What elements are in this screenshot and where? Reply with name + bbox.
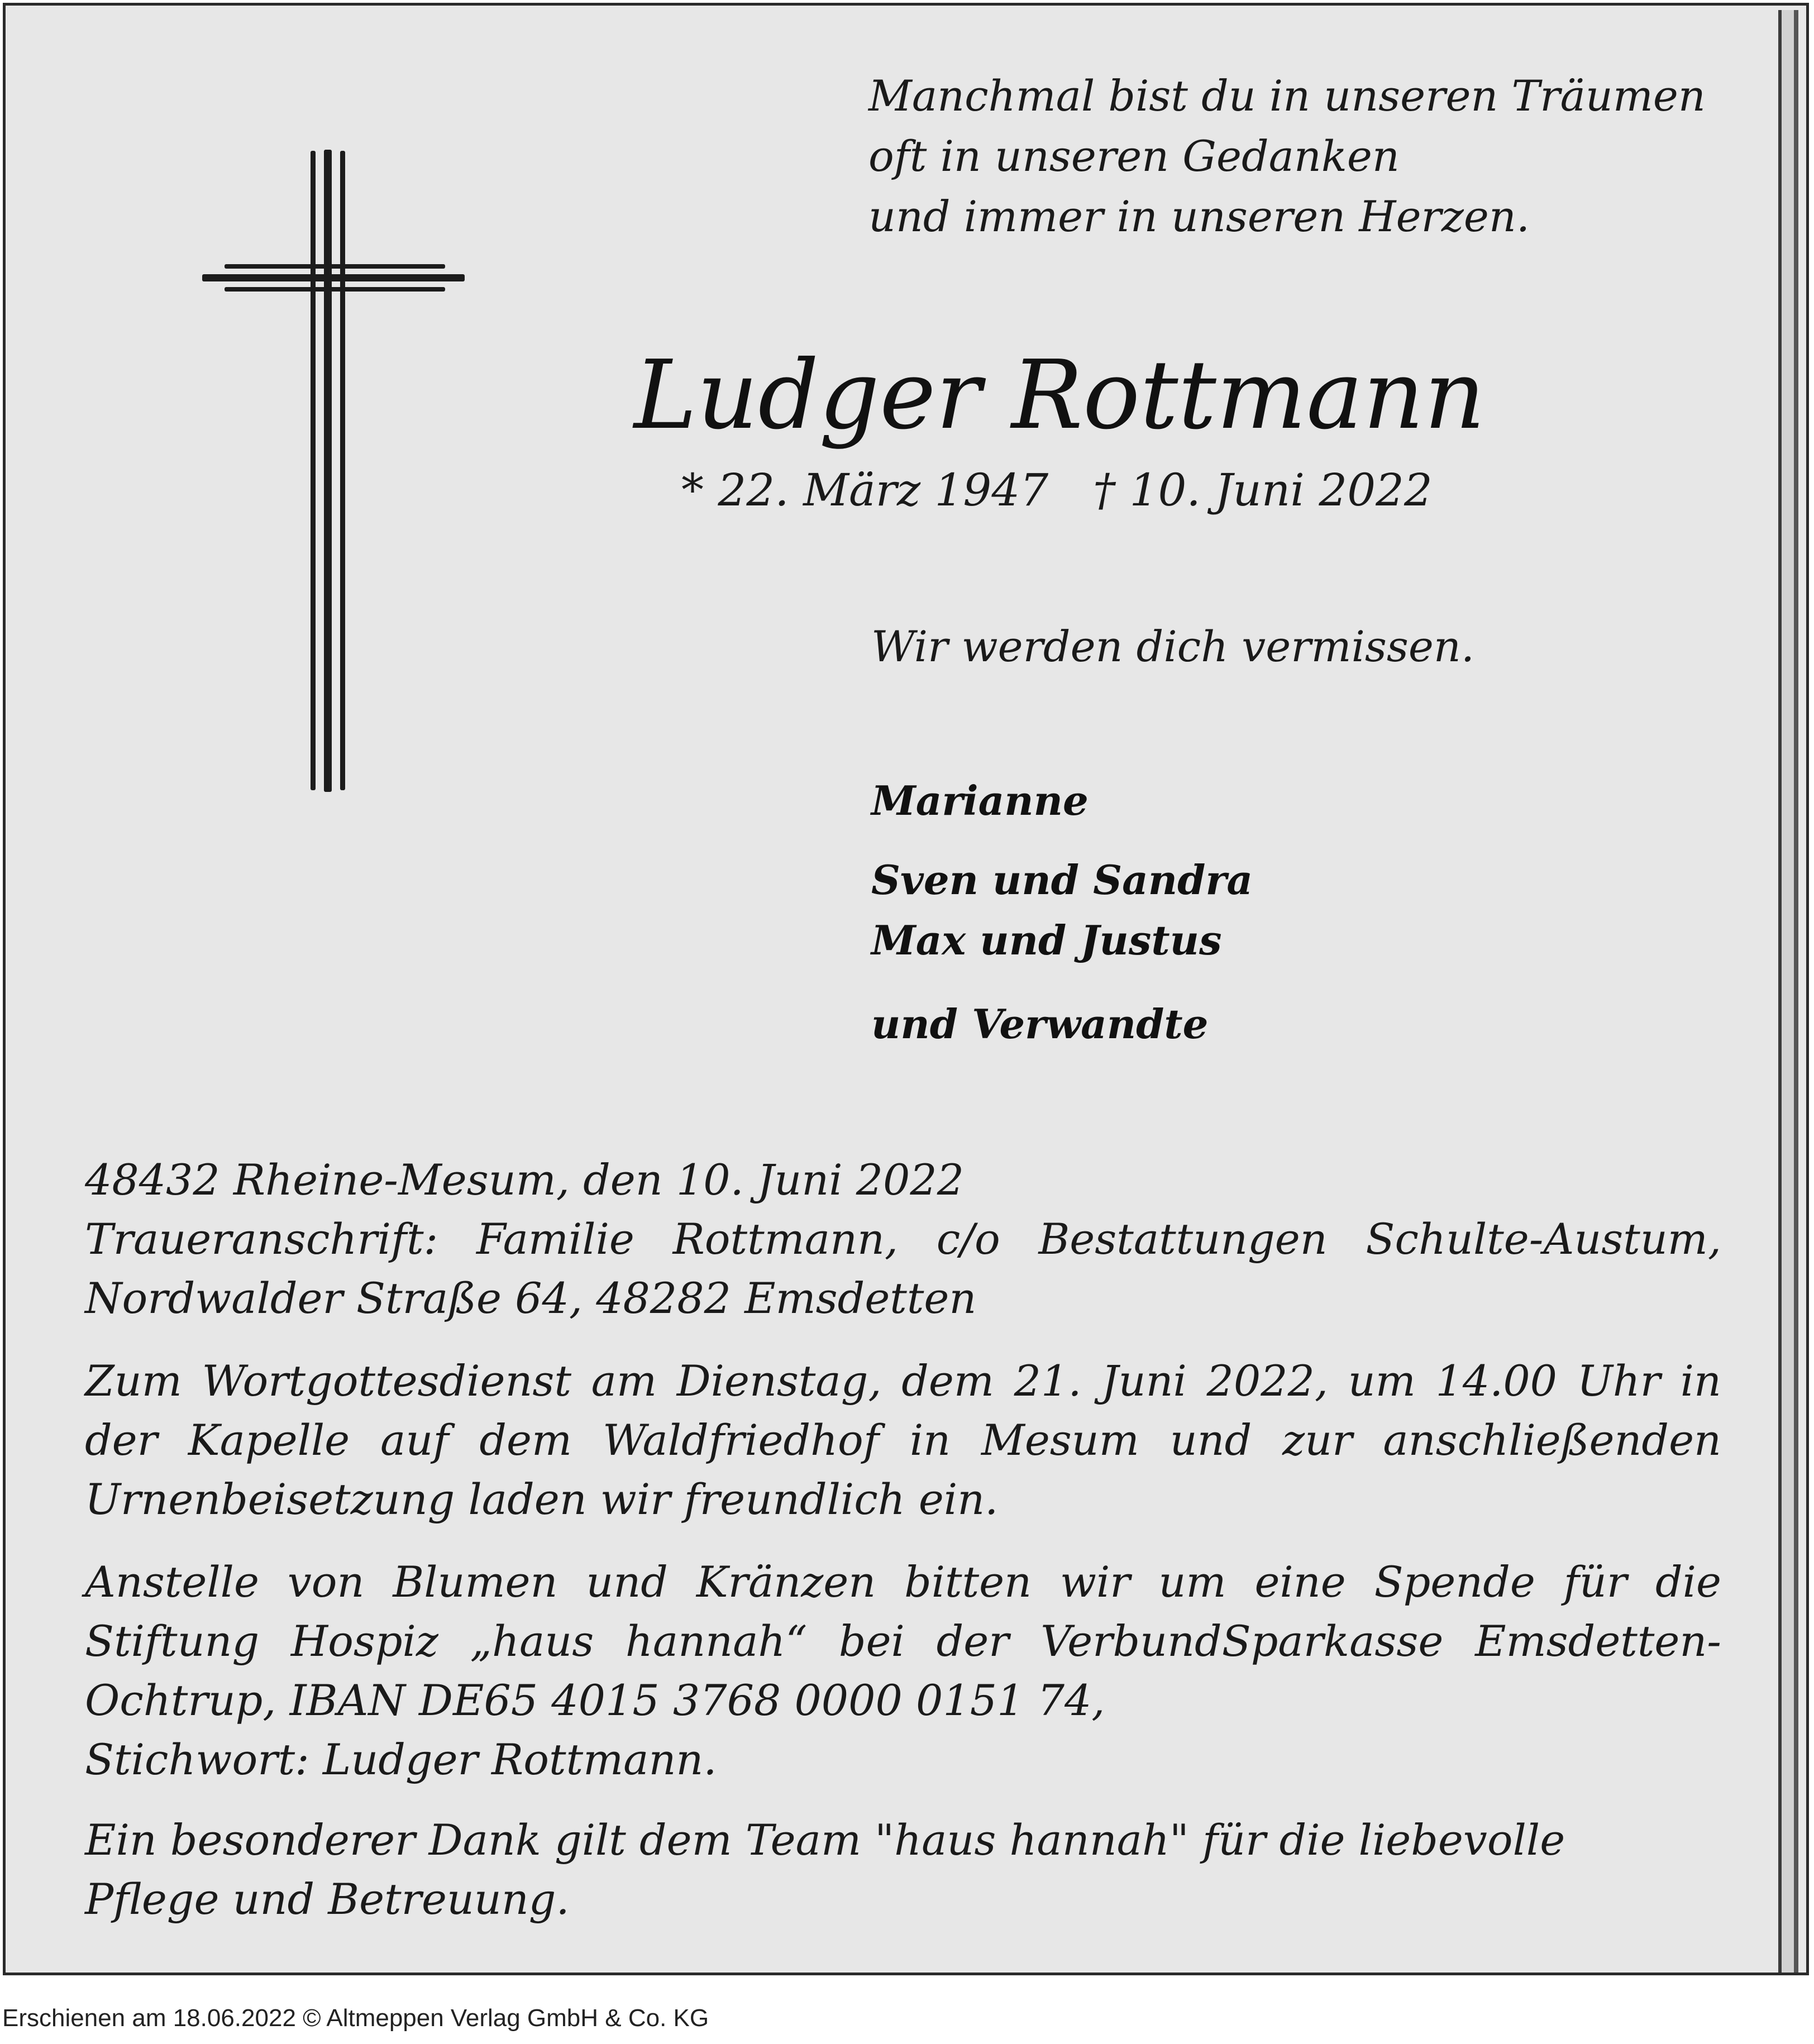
donation-line: Anstelle von Blumen und Kränzen bitten wir um eine Spende für die: [85, 1557, 1721, 1607]
address-line: 48432 Rheine-Mesum, den 10. Juni 2022: [85, 1155, 965, 1205]
thanks-block: [85, 1811, 1721, 1929]
cross-icon: [202, 150, 465, 792]
memorial-poem: [868, 66, 1773, 247]
service-line: Zum Wortgottesdienst am Dienstag, dem 21. Juni 2022, um 14.00 Uhr in: [85, 1356, 1721, 1406]
donation-block: [85, 1553, 1721, 1789]
death-date: † 10. Juni 2022: [1093, 464, 1433, 516]
address-line: Nordwalder Straße 64, 48282 Emsdetten: [85, 1273, 977, 1323]
publication-footer: Erschienen am 18.06.2022 © Altmeppen Verlag GmbH & Co. KG: [2, 2004, 709, 2032]
donation-line: Stichwort: Ludger Rottmann.: [85, 1735, 717, 1784]
decorative-edge: [1778, 10, 1798, 1973]
deceased-name: Ludger Rottmann: [634, 340, 1486, 451]
obituary-notice: [3, 3, 1809, 1975]
birth-date: * 22. März 1947: [681, 464, 1049, 516]
life-dates: [681, 462, 1433, 518]
poem-line: oft in unseren Gedanken: [868, 131, 1400, 181]
thanks-line: Pflege und Betreuung.: [85, 1874, 570, 1924]
farewell-text: Wir werden dich vermissen.: [871, 622, 1474, 671]
address-block: [85, 1150, 1721, 1328]
service-line: der Kapelle auf dem Waldfriedhof in Mesum und zur anschließenden: [85, 1415, 1721, 1465]
donation-line: Stiftung Hospiz „haus hannah“ bei der VerbundSparkasse Emsdetten-: [85, 1616, 1721, 1666]
address-line: Traueranschrift: Familie Rottmann, c/o Bestattungen Schulte-Austum,: [85, 1214, 1721, 1264]
poem-line: und immer in unseren Herzen.: [868, 192, 1530, 241]
poem-line: Manchmal bist du in unseren Träumen: [868, 71, 1706, 121]
service-block: [85, 1351, 1721, 1529]
donation-line: Ochtrup, IBAN DE65 4015 3768 0000 0151 74,: [85, 1675, 1105, 1725]
service-line: Urnenbeisetzung laden wir freundlich ein.: [85, 1474, 999, 1524]
family-member: Sven und Sandra: [871, 856, 1253, 904]
family-member: Max und Justus: [871, 916, 1222, 964]
family-member: Marianne: [871, 777, 1089, 824]
family-member: und Verwandte: [871, 1000, 1209, 1048]
thanks-line: Ein besonderer Dank gilt dem Team "haus hannah" für die liebevolle: [85, 1815, 1565, 1865]
